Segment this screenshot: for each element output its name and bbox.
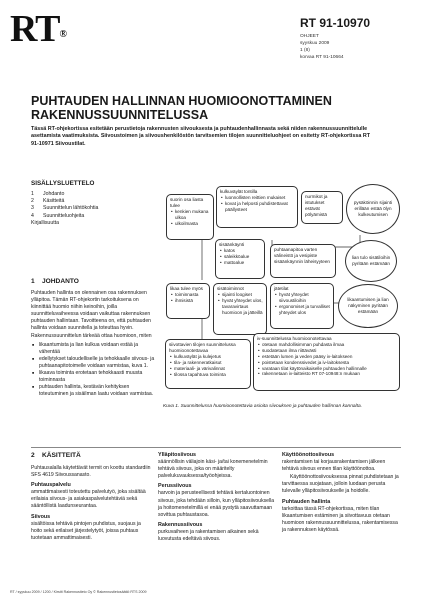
diagram-oval-visible-dirt: likaantumisen ja lian näkyminen pyritään estämään — [338, 284, 398, 328]
section-divider — [31, 447, 401, 448]
toc-item: 2 Käsitteitä — [31, 198, 65, 205]
document-code: RT 91-10970 — [300, 16, 371, 30]
term-heading: Perussiivous — [158, 483, 192, 490]
toc-list — [31, 191, 98, 227]
section-2-heading: 2 KÄSITTEITÄ — [31, 452, 81, 459]
diagram-oval-dirt-entry: lian tulo sisätiloihin pyritään estämään — [345, 240, 397, 282]
rt-logo: RT® — [10, 8, 66, 50]
diagram-box-equipment: puhtaanapitoa varten välineistö ja vesipiste sisäänkäynnin läheisyyteen — [270, 244, 336, 278]
term-heading: Puhtauden hallinta — [282, 498, 331, 505]
list-item: ■ puhtauden hallinta, kestävän kehityksen toteutuminen ja sisäilman laatu voidaan varmistaa. — [39, 384, 157, 398]
section-2-col2: Ylläpitosiivous säännöllisin väliajoin käsi- ja/tai konemenetelmin tehtävä siivous, joka on määritelty palvelukuvauksessa/työohjeissa. Perussiivous harvoin ja perusteellisesti tehtävä kertaluontoinen siivous, joka tehdään silloin, kun ylläpitosiivouksella ja hoitomenetelmillä ei enää pystytä saavuttamaan sovittua puhtaustasoa. Rakennussiivous purkuvaiheen ja rakentamisen aikainen sekä luovutusta edeltävä siivous. — [158, 452, 275, 543]
diagram-box-lawns: nurmikot ja istutukset estävät pölyämistä — [301, 191, 343, 224]
section-2-col3: Käyttöönottosiivous rakentamisen tai korjausrakentamisen jälkeen tehtävä siivous ennen tilan käyttöönottoa. Käyttöönottosiivouksessa pinnat puhdistetaan ja tarvittaessa suojataan, jolloin luodaan perusta tulevalle ylläpitosiivoukselle ja hoidolle. Puhtauden hallinta tarkoittaa tässä RT-ohjekortissa, miten tilan likaantumisen estäminen ja siivottavuus otetaan huomioon rakennussuunnittelussa, rakentamisessa ja rakennuksen käytössä. — [282, 452, 399, 533]
section-1-heading: 1 JOHDANTO — [31, 278, 79, 285]
toc-heading: SISÄLLYSLUETTELO — [31, 180, 95, 187]
term-heading: Siivous — [31, 513, 51, 520]
toc-item: 1 Johdanto — [31, 191, 65, 197]
diagram-box-entrance: sisäänkäynti • katos • säleikköalue • mattoalue — [215, 239, 265, 279]
list-item: ■ edellytykset taloudelliselle ja tehokkaalle siivous- ja puhtaanapitotoimelle voidaan varmistaa, kuva 1. — [39, 356, 157, 370]
meta-replaces: korvaa RT 91-10664 — [300, 55, 344, 60]
list-item: ■ likaava toiminta erotetaan tehokkaasti muusta toiminnasta — [39, 370, 157, 384]
diagram-box-indoor-functions: sisätoiminnot • sijainti loogiset • hyvät yhteydet ulos, tavaravirtaus huomioon ja jätteillä — [213, 283, 267, 335]
toc-item: Kirjallisuutta — [31, 219, 59, 226]
page-footer: RT / syyskuu 2009 / 1200 / Kirstit Rakennustieto Oy © Rakennustietosäätiö RTS 2009 — [10, 590, 147, 594]
diagram-box-dirt-sources: likaa tulee myös • toiminnasta • ihmisistä — [166, 283, 210, 319]
diagram-box-ventilation: iv-suunnittelussa huomioonotettavaa • otetaan mahdollisimman puhdasta ilmaa • suodatetaan ilma riittävästi • estetään lumen ja veden pääsy iv-laitokseen • poistetaan kondenssivedet ja iv-laitoksesta • varataan tilat käytönaikaiselle puhtauden hallinnalle • rakennetaan iv-laitteisto RT 07-10948:n mukaan — [253, 333, 400, 391]
term-heading: Käyttöönottosiivous — [282, 452, 335, 458]
intro-text: Tässä RT-ohjekortissa esitetään perustietoja rakennusten siivouksesta ja puhtaudenhallinnasta sekä niiden rakennussuunnittelulle asettamista vaatimuksista. Siivoustoimen ja siivoushenkilöstön tarvitsemien tilojen suunnitteluohjeet on esitetty RT-ohjekortissa RT 91-10971 Siivoustilat. — [31, 126, 371, 147]
diagram-box-waste-rooms: jätetilat • hyvät yhteydet siivoustiloihin • ergonomiset ja turvalliset yhteydet ulos — [270, 283, 334, 329]
diagram-oval-parking: pysäköinnin sijainti erillään estää ölyn kulkeutumisen — [346, 184, 400, 234]
page-title: PUHTAUDEN HALLINNAN HUOMIOONOTTAMINEN RAKENNUSSUUNNITELUSSA — [31, 94, 332, 122]
toc-item: 4 Suunnitteluohjeita — [31, 212, 85, 219]
meta-date: syyskuu 2009 — [300, 41, 330, 46]
diagram-box-cleaned-spaces: siivottavien tilojen suunnittelussa huomioonotettavaa • kulkuväylät ja kulejetus • tila- ja rakenneratkaisut • materiaali- ja värivalinnat • tilossa tapahtuva toiminta — [165, 339, 251, 389]
meta-type: OHJEET — [300, 34, 319, 39]
meta-page: 1 (8) — [300, 48, 310, 53]
diagram-box-outdoor-dirt: suorin osa liasta tulee • kenkien mukana ulkoa • ulkoilmasta — [166, 194, 214, 240]
section-1-body: Puhtauden hallinta on olennainen osa rakennuksen ylläpitoa. Tämän RT-ohjekortin tarkoituksena on kiinnittää huomio niihin keinoihin, joilla suunnitteluvaiheessa voidaan vaikuttaa rakennuksen puhtauden hallintaan. Tavoitteena on, että puhtauden hallinta voidaan suunnitella ja toteuttaa hyvin. Rakennussuunnittelun tärkeää ottaa huomioon, miten ■ likaantumista ja lian kulkua voidaan estää ja vähentää ■ edellytykset taloudelliselle ja tehokkaalle siivous- ja puhtaanapitotoimelle voidaan varmistaa, kuva 1. ■ likaava toiminta erotetaan tehokkaasti muusta toiminnasta ■ puhtauden hallinta, kestävän kehityksen toteutuminen ja sisäilman laatu voidaan varmistaa. — [31, 290, 157, 398]
document-meta — [300, 33, 344, 61]
list-item: ■ likaantumista ja lian kulkua voidaan estää ja vähentää — [39, 342, 157, 356]
term-heading: Puhtauspalvelu — [31, 482, 71, 489]
term-heading: Rakennussiivous — [158, 521, 203, 528]
diagram-box-paths: kulkuväylät tontilla • luonnollisten reittien mukaiset • kovat ja helposti puhdistettavat päällysteet — [216, 186, 298, 228]
term-heading: Ylläpitosiivous — [158, 452, 197, 458]
section-2-col1: Puhtausalalla käytettävät termit on koottu standardiin SFS 4619 Siivoussanasto. Puhtauspalvelu ammattimaisesti toteutettu palvelutyö, joka sisältää erilaisia siivous- ja asiakaspalvelutehtäviä sekä sääntöllistä laadunseurantaa. Siivous sisältöissa tehtävä pintojen puhdistus, suojaus ja hoito sekä erilaiset järjestelytyöt, joissa puhtaus tuotetaan ammattimaisesti. — [31, 465, 151, 541]
figure-caption: Kuva 1. Suunnittelussa huomioonotettavia asioita siivouksen ja puhtauden hallinnan kannalta. — [163, 404, 362, 409]
toc-item: 3 Suunnittelun lähtökohtia — [31, 205, 99, 212]
